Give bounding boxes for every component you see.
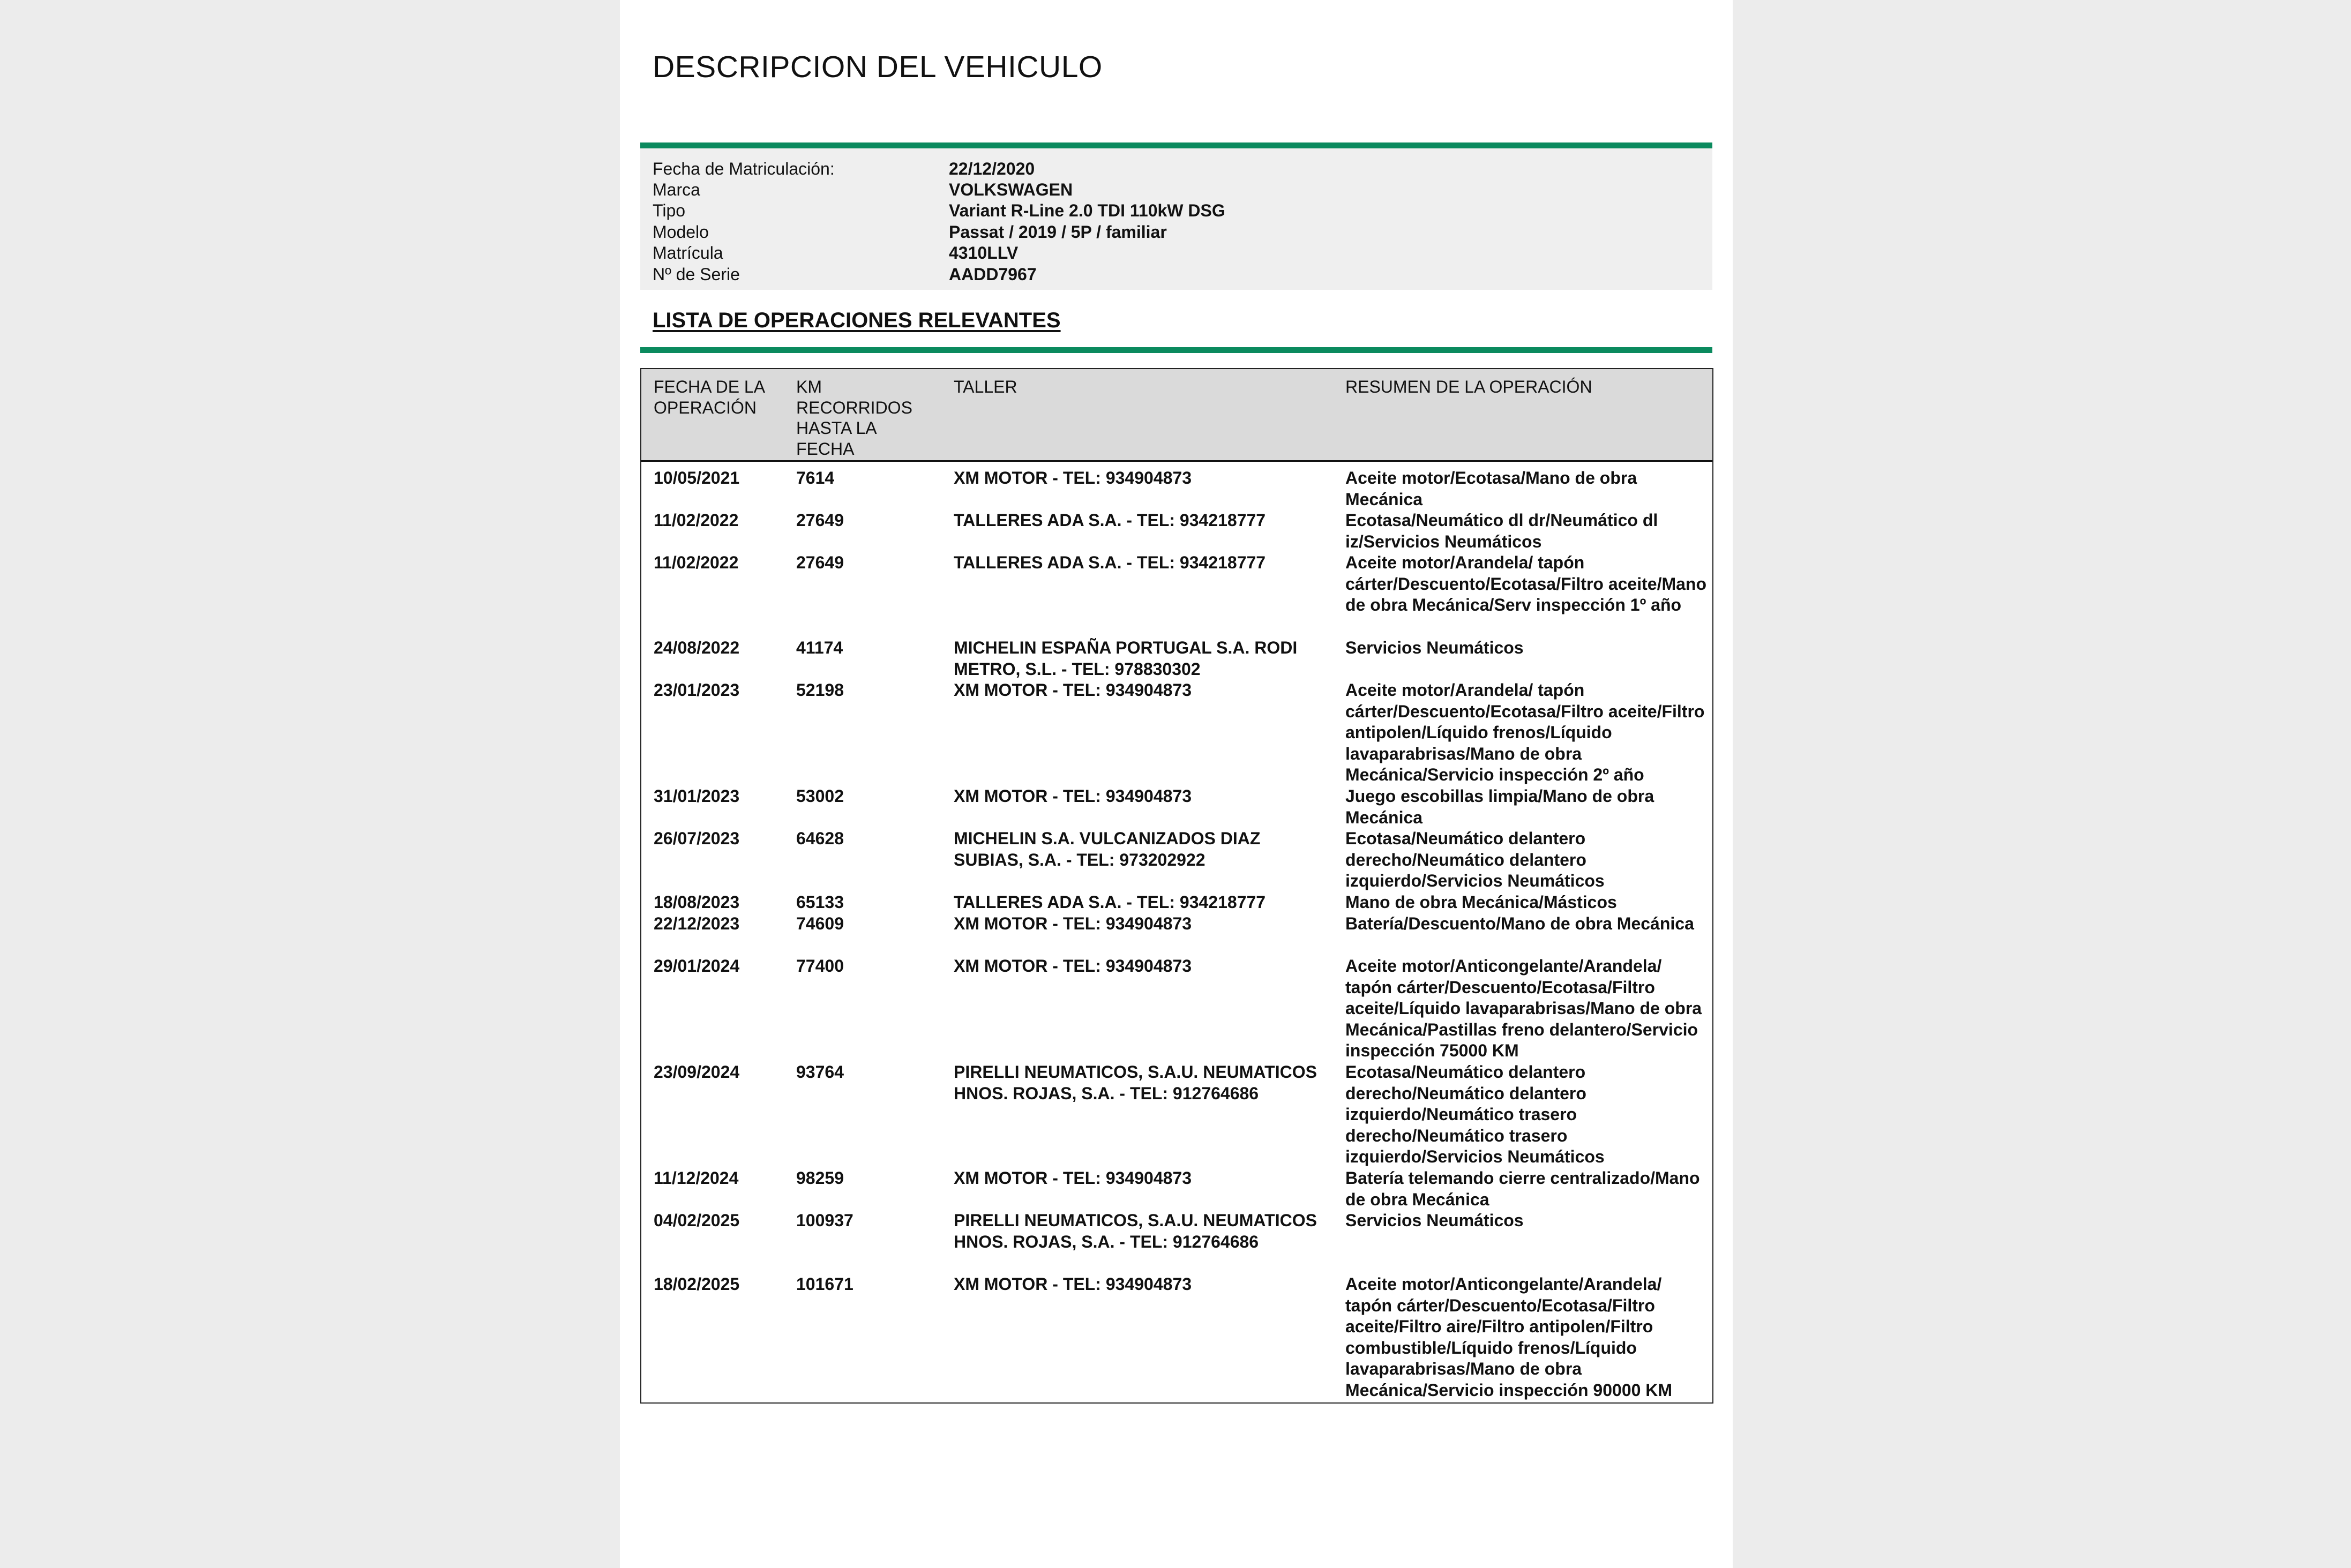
- field-value: 4310LLV: [949, 243, 1019, 262]
- table-row: [641, 956, 1712, 1062]
- table-row: [641, 637, 1712, 680]
- cell-summary: Aceite motor/Ecotasa/Mano de obra Mecánica: [1345, 468, 1637, 509]
- cell-summary: Ecotasa/Neumático dl dr/Neumático dl iz/Servicios Neumáticos: [1345, 511, 1658, 551]
- field-value: Variant R-Line 2.0 TDI 110kW DSG: [949, 201, 1225, 220]
- operations-heading: LISTA DE OPERACIONES RELEVANTES: [653, 309, 1061, 332]
- field-label: Modelo: [653, 222, 709, 242]
- cell-km: 65133: [796, 892, 844, 912]
- cell-shop: PIRELLI NEUMATICOS, S.A.U. NEUMATICOS HNOS. ROJAS, S.A. - TEL: 912764686: [954, 1211, 1317, 1251]
- cell-date: 26/07/2023: [654, 829, 740, 848]
- cell-km: 27649: [796, 511, 844, 530]
- operations-table: [640, 368, 1713, 1404]
- cell-date: 18/08/2023: [654, 892, 740, 912]
- cell-km: 77400: [796, 956, 844, 976]
- cell-shop: XM MOTOR - TEL: 934904873: [954, 1168, 1192, 1188]
- cell-shop: TALLERES ADA S.A. - TEL: 934218777: [954, 553, 1266, 572]
- cell-summary: Ecotasa/Neumático delantero derecho/Neumático delantero izquierdo/Servicios Neumáticos: [1345, 829, 1605, 891]
- cell-summary: Batería/Descuento/Mano de obra Mecánica: [1345, 914, 1694, 933]
- field-value: VOLKSWAGEN: [949, 180, 1073, 199]
- cell-date: 24/08/2022: [654, 638, 740, 657]
- cell-shop: TALLERES ADA S.A. - TEL: 934218777: [954, 511, 1266, 530]
- table-row: [641, 510, 1712, 552]
- cell-km: 74609: [796, 914, 844, 933]
- cell-date: 11/12/2024: [654, 1168, 739, 1188]
- table-row: [641, 1274, 1712, 1401]
- cell-summary: Ecotasa/Neumático delantero derecho/Neumático delantero izquierdo/Neumático trasero derecho/Neumático trasero izquierdo/Servicios Neumáticos: [1345, 1062, 1605, 1167]
- field-label: Tipo: [653, 201, 686, 220]
- table-row: [641, 680, 1712, 786]
- cell-km: 93764: [796, 1062, 844, 1082]
- table-row: [641, 892, 1712, 913]
- cell-date: 23/01/2023: [654, 680, 740, 700]
- cell-shop: XM MOTOR - TEL: 934904873: [954, 956, 1192, 976]
- cell-shop: XM MOTOR - TEL: 934904873: [954, 680, 1192, 700]
- field-label: Matrícula: [653, 243, 723, 262]
- document-title: DESCRIPCION DEL VEHICULO: [653, 50, 1103, 84]
- cell-shop: PIRELLI NEUMATICOS, S.A.U. NEUMATICOS HNOS. ROJAS, S.A. - TEL: 912764686: [954, 1062, 1317, 1103]
- cell-km: 98259: [796, 1168, 844, 1188]
- field-label: Fecha de Matriculación:: [653, 159, 835, 178]
- cell-date: 11/02/2022: [654, 511, 739, 530]
- table-row: [641, 1062, 1712, 1168]
- cell-date: 23/09/2024: [654, 1062, 740, 1082]
- field-value: Passat / 2019 / 5P / familiar: [949, 222, 1167, 242]
- table-body: [641, 468, 1712, 1401]
- cell-km: 101671: [796, 1274, 853, 1294]
- cell-shop: MICHELIN ESPAÑA PORTUGAL S.A. RODI METRO, S.L. - TEL: 978830302: [954, 638, 1298, 679]
- cell-date: 10/05/2021: [654, 468, 740, 487]
- cell-summary: Aceite motor/Arandela/ tapón cárter/Descuento/Ecotasa/Filtro aceite/Mano de obra Mecánica/Serv inspección 1º año: [1345, 553, 1706, 615]
- field-value: AADD7967: [949, 265, 1037, 284]
- table-row: [641, 552, 1712, 637]
- cell-date: 18/02/2025: [654, 1274, 740, 1294]
- field-label: Nº de Serie: [653, 265, 740, 284]
- cell-summary: Aceite motor/Anticongelante/Arandela/ tapón cárter/Descuento/Ecotasa/Filtro aceite/Líquido lavaparabrisas/Mano de obra Mecánica/Pastillas freno delantero/Servicio inspección 75000 KM: [1345, 956, 1702, 1061]
- cell-summary: Servicios Neumáticos: [1345, 638, 1524, 657]
- cell-summary: Aceite motor/Arandela/ tapón cárter/Descuento/Ecotasa/Filtro aceite/Filtro antipolen/Líquido frenos/Líquido lavaparabrisas/Mano de obra Mecánica/Servicio inspección 2º año: [1345, 680, 1705, 785]
- table-row: [641, 468, 1712, 510]
- cell-summary: Batería telemando cierre centralizado/Mano de obra Mecánica: [1345, 1168, 1700, 1209]
- cell-summary: Servicios Neumáticos: [1345, 1211, 1524, 1230]
- document-page: [620, 0, 1733, 1568]
- vehicle-info-panel: [640, 148, 1712, 290]
- cell-km: 27649: [796, 553, 844, 572]
- header-date: FECHA DE LA OPERACIÓN: [654, 377, 765, 417]
- cell-date: 11/02/2022: [654, 553, 739, 572]
- cell-km: 52198: [796, 680, 844, 700]
- header-shop: TALLER: [954, 377, 1017, 396]
- field-label: Marca: [653, 180, 700, 199]
- cell-km: 41174: [796, 638, 843, 657]
- cell-km: 7614: [796, 468, 835, 487]
- section-divider: [640, 142, 1712, 148]
- table-row: [641, 828, 1712, 892]
- table-row: [641, 913, 1712, 956]
- cell-summary: Juego escobillas limpia/Mano de obra Mecánica: [1345, 786, 1654, 827]
- cell-shop: MICHELIN S.A. VULCANIZADOS DIAZ SUBIAS, S.A. - TEL: 973202922: [954, 829, 1261, 869]
- table-row: [641, 786, 1712, 828]
- cell-date: 31/01/2023: [654, 786, 740, 806]
- cell-shop: XM MOTOR - TEL: 934904873: [954, 914, 1192, 933]
- cell-shop: TALLERES ADA S.A. - TEL: 934218777: [954, 892, 1266, 912]
- header-km: KM RECORRIDOS HASTA LA FECHA: [796, 377, 912, 459]
- field-value: 22/12/2020: [949, 159, 1035, 178]
- section-divider: [640, 347, 1712, 353]
- cell-date: 29/01/2024: [654, 956, 740, 976]
- cell-shop: XM MOTOR - TEL: 934904873: [954, 786, 1192, 806]
- table-row: [641, 1210, 1712, 1274]
- cell-shop: XM MOTOR - TEL: 934904873: [954, 468, 1192, 487]
- cell-km: 64628: [796, 829, 844, 848]
- table-header: [641, 369, 1712, 462]
- table-row: [641, 1168, 1712, 1210]
- cell-km: 100937: [796, 1211, 853, 1230]
- cell-shop: XM MOTOR - TEL: 934904873: [954, 1274, 1192, 1294]
- cell-summary: Aceite motor/Anticongelante/Arandela/ tapón cárter/Descuento/Ecotasa/Filtro aceite/Filtro aire/Filtro antipolen/Filtro combustible/Líquido frenos/Líquido lavaparabrisas/Mano de obra Mecánica/Servicio inspección 90000 KM: [1345, 1274, 1673, 1400]
- cell-summary: Mano de obra Mecánica/Másticos: [1345, 892, 1617, 912]
- header-summary: RESUMEN DE LA OPERACIÓN: [1345, 377, 1592, 396]
- cell-date: 22/12/2023: [654, 914, 740, 933]
- cell-date: 04/02/2025: [654, 1211, 740, 1230]
- cell-km: 53002: [796, 786, 844, 806]
